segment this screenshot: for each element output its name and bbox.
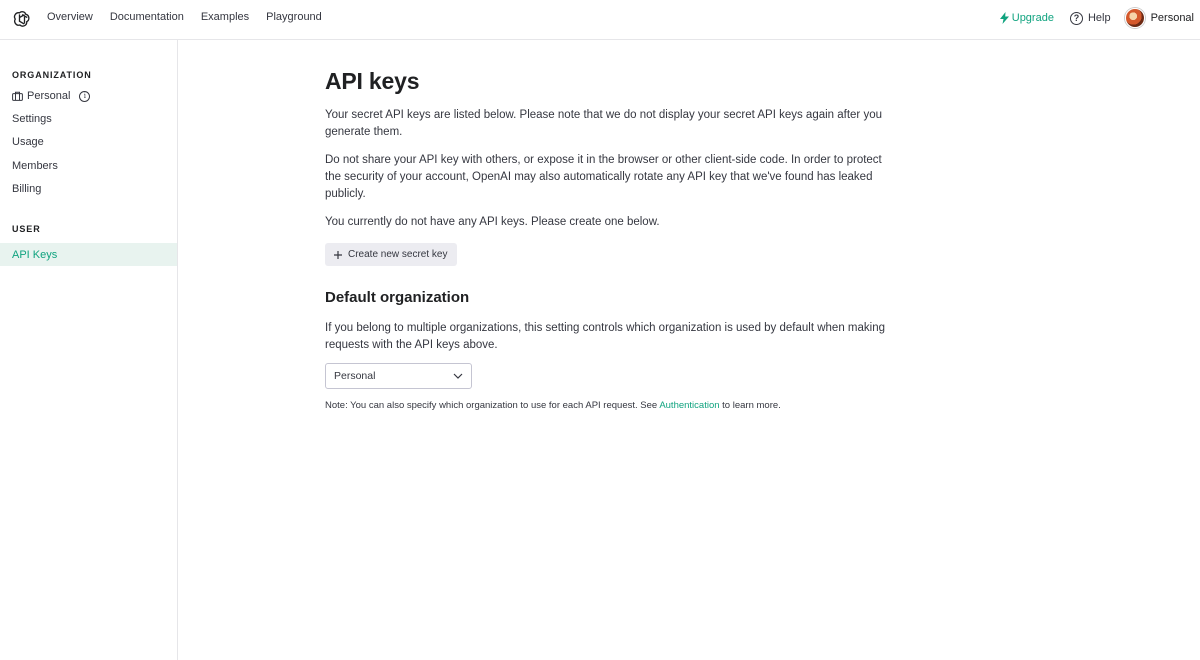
create-secret-key-button[interactable]: [325, 243, 457, 266]
user-menu[interactable]: [1125, 8, 1194, 28]
user-label: Personal: [1150, 12, 1194, 24]
sidebar: [0, 40, 178, 660]
sidebar-item-label: Personal: [27, 90, 71, 102]
nav-documentation[interactable]: Documentation: [109, 11, 184, 23]
page-title: API keys: [325, 68, 420, 94]
top-navigation: [0, 0, 1200, 40]
info-icon[interactable]: i: [79, 91, 90, 102]
default-org-description: If you belong to multiple organizations, this setting controls which organization is used by default when making requests with the API keys above.: [325, 322, 885, 351]
intro-text: Your secret API keys are listed below. Please note that we do not display your secret API keys again after you generate them.: [325, 109, 883, 138]
plus-icon: [334, 251, 342, 259]
empty-state-text: You currently do not have any API keys. Please create one below.: [325, 216, 660, 228]
nav-examples[interactable]: Examples: [200, 11, 250, 23]
nav-overview[interactable]: Overview: [47, 11, 93, 23]
nav-playground[interactable]: Playground: [266, 11, 322, 23]
help-label: Help: [1087, 12, 1111, 24]
sidebar-item-settings[interactable]: Settings: [12, 113, 52, 125]
user-heading: USER: [12, 224, 41, 234]
question-icon: ?: [1070, 12, 1083, 25]
briefcase-icon: [12, 91, 23, 101]
openai-logo-icon[interactable]: [12, 9, 32, 29]
sidebar-item-members[interactable]: Members: [12, 160, 58, 172]
create-button-label: Create new secret key: [348, 249, 448, 260]
upgrade-link[interactable]: [1000, 12, 1054, 24]
help-link[interactable]: [1070, 12, 1111, 25]
note-prefix: Note: You can also specify which organization to use for each API request. See: [325, 400, 658, 411]
main-nav: [47, 11, 322, 23]
default-org-title: Default organization: [325, 289, 470, 306]
chevron-down-icon: [453, 373, 463, 379]
avatar: [1125, 8, 1145, 28]
sidebar-item-api-keys[interactable]: API Keys: [0, 243, 177, 266]
account-nav: [1000, 8, 1194, 28]
authentication-link[interactable]: Authentication: [659, 400, 720, 411]
sidebar-item-personal[interactable]: [12, 90, 90, 102]
upgrade-label: Upgrade: [1011, 12, 1054, 24]
select-value: Personal: [334, 370, 376, 382]
sidebar-item-usage[interactable]: Usage: [12, 136, 44, 148]
organization-heading: ORGANIZATION: [12, 70, 92, 80]
note-suffix: to learn more.: [722, 400, 781, 411]
default-organization-select[interactable]: [325, 363, 472, 389]
lightning-icon: [1000, 12, 1009, 24]
main-content: [325, 68, 885, 411]
note-text: [325, 400, 885, 411]
warning-text: Do not share your API key with others, or expose it in the browser or other client-side code. In order to protect the security of your account, OpenAI may also automatically rotate any API key that we've found has leaked publicly.: [325, 154, 882, 200]
sidebar-item-billing[interactable]: Billing: [12, 183, 42, 195]
